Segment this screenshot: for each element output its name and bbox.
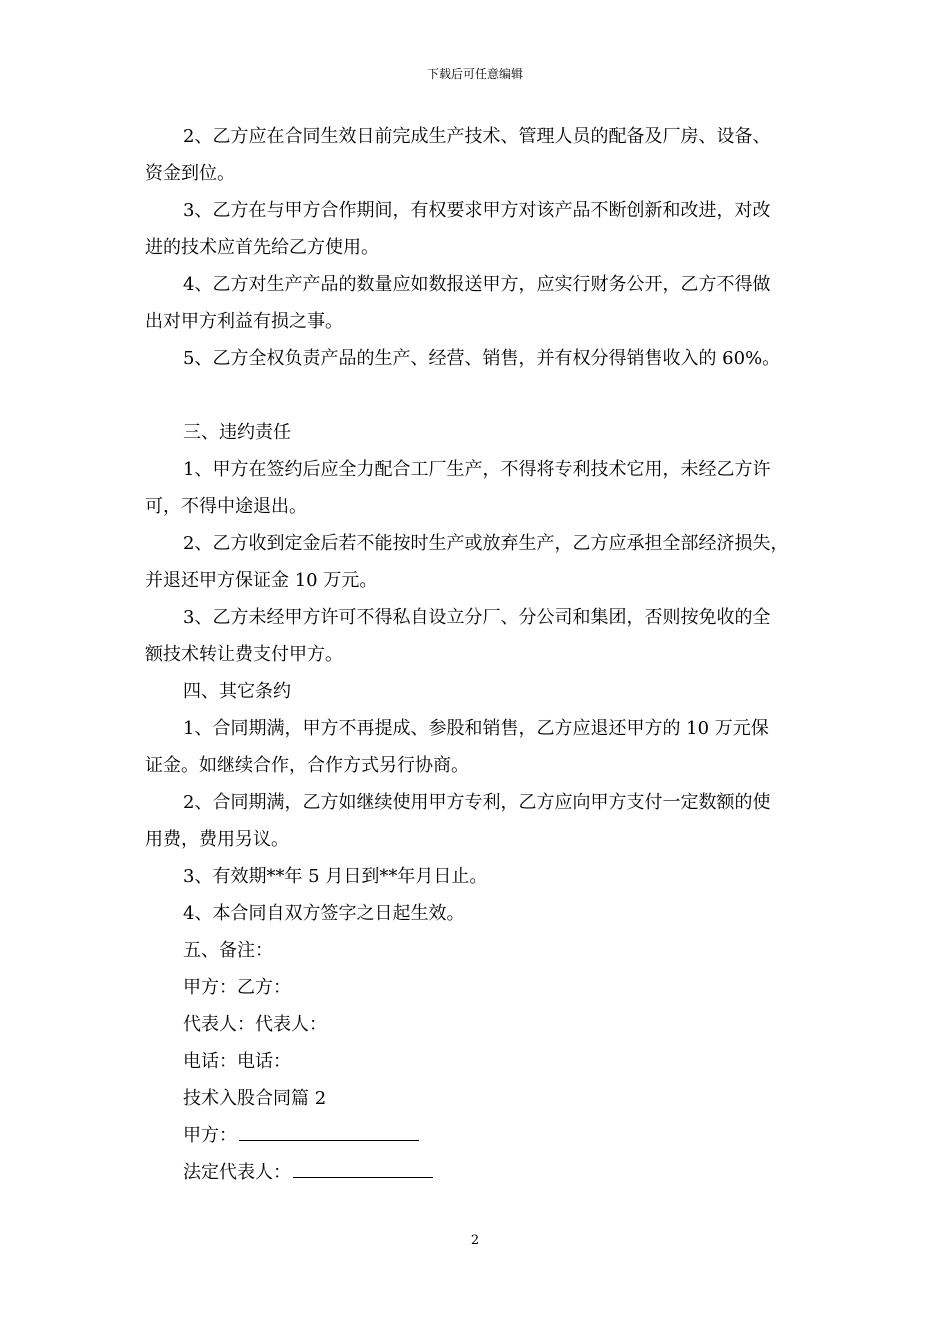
party-a-field bbox=[145, 1117, 808, 1154]
clause-4-line-2: 出对甲方利益有损之事。 bbox=[145, 311, 343, 332]
clause-4-line-1: 4、乙方对生产产品的数量应如数报送甲方，应实行财务公开，乙方不得做 bbox=[183, 274, 771, 295]
clause-3-line-2: 进的技术应首先给乙方使用。 bbox=[145, 237, 379, 258]
section-heading-breach: 三、违约责任 bbox=[183, 422, 291, 443]
clause-5-line-1: 5、乙方全权负责产品的生产、经营、销售，并有权分得销售收入的 60%。 bbox=[183, 348, 781, 369]
legal-representative-blank bbox=[293, 1163, 433, 1178]
breach-clause-2-line-1: 2、乙方收到定金后若不能按时生产或放弃生产，乙方应承担全部经济损失， bbox=[183, 533, 789, 554]
breach-clause-3-line-1: 3、乙方未经甲方许可不得私自设立分厂、分公司和集团，否则按免收的全 bbox=[183, 607, 771, 628]
party-line: 甲方：乙方： bbox=[183, 977, 291, 998]
paragraph-gap bbox=[145, 377, 808, 414]
breach-clause-2-line-2: 并退还甲方保证金 10 万元。 bbox=[145, 570, 378, 591]
party-a-label: 甲方： bbox=[183, 1125, 237, 1146]
section-heading-remarks: 五、备注： bbox=[183, 940, 273, 961]
other-clause-2-line-2: 用费，费用另议。 bbox=[145, 829, 289, 850]
party-a-blank bbox=[239, 1126, 419, 1141]
clause-3-line-1: 3、乙方在与甲方合作期间，有权要求甲方对该产品不断创新和改进，对改 bbox=[183, 200, 771, 221]
legal-representative-field bbox=[145, 1154, 808, 1191]
breach-clause-1-line-1: 1、甲方在签约后应全力配合工厂生产，不得将专利技术它用，未经乙方许 bbox=[183, 459, 771, 480]
breach-clause-3-line-2: 额技术转让费支付甲方。 bbox=[145, 644, 343, 665]
other-clause-1-line-1: 1、合同期满，甲方不再提成、参股和销售，乙方应退还甲方的 10 万元保 bbox=[183, 718, 769, 739]
breach-clause-1-line-2: 可，不得中途退出。 bbox=[145, 496, 307, 517]
clause-2-line-2: 资金到位。 bbox=[145, 163, 235, 184]
legal-representative-label: 法定代表人： bbox=[183, 1162, 291, 1183]
other-clause-2-line-1: 2、合同期满，乙方如继续使用甲方专利，乙方应向甲方支付一定数额的使 bbox=[183, 792, 771, 813]
contract-title-2: 技术入股合同篇 2 bbox=[183, 1088, 327, 1109]
section-heading-other: 四、其它条约 bbox=[183, 681, 291, 702]
clause-2-line-1: 2、乙方应在合同生效日前完成生产技术、管理人员的配备及厂房、设备、 bbox=[183, 126, 771, 147]
other-clause-4: 4、本合同自双方签字之日起生效。 bbox=[183, 903, 465, 924]
other-clause-3: 3、有效期**年 5 月日到**年月日止。 bbox=[183, 866, 488, 887]
page-number: 2 bbox=[470, 1233, 480, 1248]
phone-line: 电话：电话： bbox=[183, 1051, 291, 1072]
document-body bbox=[145, 118, 808, 1191]
page-header: 下载后可任意编辑 bbox=[426, 67, 523, 81]
representative-line: 代表人：代表人： bbox=[183, 1014, 327, 1035]
other-clause-1-line-2: 证金。如继续合作，合作方式另行协商。 bbox=[145, 755, 469, 776]
